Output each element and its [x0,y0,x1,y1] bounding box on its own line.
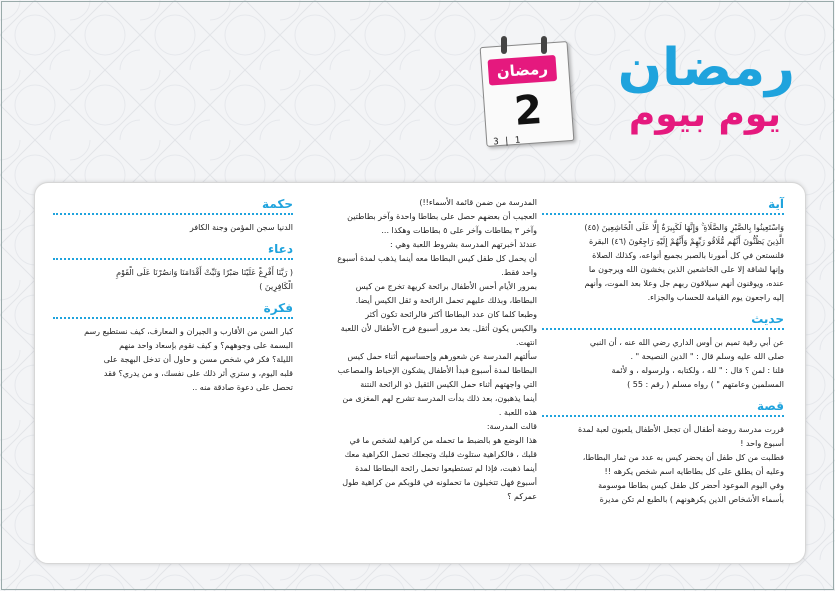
dotted-divider [53,317,293,319]
text-line: عنده، ويوقنون أنهم سيلاقون ربهم جل وعلا بعد الموت، وأنهم [584,279,784,288]
column-right [542,196,784,513]
text-line: البطاطا لمدة أسبوع فبدأ الأطفال يشكون الإحباط والمصاعب [337,366,537,375]
calendar-page [480,41,575,147]
calendar-footer: 3 | 1 [492,135,521,148]
text-line: الليلة؟ فكر في شخص مسن و حاول أن تدخل البهجة على [103,355,293,364]
text-line: البطاطا، وبذلك عليهم تحمل الرائحة و ثقل الكيس أيضا. [355,296,537,305]
text-line: أسبوع فهل تتخيلون ما تحملونه في قلوبكم من كراهية طول [342,478,537,487]
section-text [53,266,293,294]
text-line: عمركم ؟ [507,492,537,501]
calendar-ring [541,36,547,54]
dotted-divider [542,415,784,417]
text-line: الْكَافِرِينَ ) [259,282,293,291]
calendar-day: 2 [512,87,544,135]
title-ramadan: رمضان [617,38,795,98]
section-title: فكرة [263,301,293,315]
section-text [542,221,784,305]
text-line: أينما ذهبت، فإذا لم تستطيعوا تحمل رائحة البطاطا لمدة [355,464,537,473]
dotted-divider [542,328,784,330]
dotted-divider [53,258,293,260]
text-line: واحد فقط. [501,268,537,277]
text-line: البسمة على وجوههم؟ و كيف نقوم بإسعاد واحد منهم [119,341,293,350]
text-line: وإنها لشاقة إلا على الخاشعين الذين يخشون الله ويرجون ما [588,265,784,274]
calendar-ring [501,36,507,54]
text-line: قلبك ، فالكراهية ستلوث قلبك وتجعلك تحمل الكراهية معك [344,450,537,459]
text-line: بمرور الأيام أحس الأطفال برائحة كريهة تخرج من كيس [355,282,537,291]
section-title: آية [768,197,784,211]
section-text [53,221,293,235]
text-line: المسلمين وعامتهم " ) رواه مسلم ( رقم : 55 ) [627,380,784,389]
text-line: هذه اللعبة . [498,408,537,417]
section-title: حديث [751,312,784,326]
text-line: قلنا : لمن ؟ قال : " لله ، ولكتابه ، ولرسوله ، و لأئمة [611,366,784,375]
section-text [53,325,293,395]
section-qissa [542,398,784,507]
text-line: وآخر ٣ بطاطات وآخر على ٥ بطاطات وهكذا ... [381,226,537,235]
calendar-icon [483,36,575,148]
text-line: قالت المدرسة: [486,422,537,431]
section-aya [542,196,784,305]
text-line: قلبه اليوم، و ستري أثر ذلك على نفسك، و من يدري؟ فقد [103,369,293,378]
text-line: فلنستعن في كل أمورنا بالصبر بجميع أنواعه، وكذلك الصلاة [592,251,784,260]
text-line: التي واجهتهم أثناء حمل الكيس الثقيل ذو الرائحة النتنة [360,380,537,389]
section-dua [53,241,293,294]
text-line: المدرسة من ضمن قائمة الأسماء!!) [419,198,537,207]
text-line: عن أبي رقية تميم بن أوس الداري رضي الله عنه ، أن النبي [589,338,784,347]
text-line: كبار السن من الأقارب و الجيران و المعارف، كيف نستطيع رسم [84,327,293,336]
text-line: انتهت. [516,338,537,347]
text-line: سألتهم المدرسة عن شعورهم وإحساسهم أثناء حمل كيس [347,352,537,361]
text-line: ( رَبَّنَا أَفْرِغْ عَلَيْنَا صَبْرًا وَثَبِّتْ أَقْدَامَنَا وَانصُرْنَا عَلَى الْقَوْمِ [116,268,293,277]
text-line: قررت مدرسة روضة أطفال أن تجعل الأطفال يلعبون لعبة لمدة [577,425,784,434]
text-line: عندئذ أخبرتهم المدرسة بشروط اللعبة وهي : [390,240,537,249]
text-line: وطبعا كلما كان عدد البطاطا أكثر فالرائحة تكون أكثر [365,310,537,319]
text-line: أينما يذهبون، بعد ذلك بدأت المدرسة تشرح لهم المغزى من [342,394,537,403]
column-middle [297,196,537,504]
story-continuation [297,196,537,504]
section-fikra [53,300,293,395]
text-line: بأسماء الأشخاص الذين يكرهونهم ) بالطبع لم تكن مديرة [599,495,784,504]
section-text [542,423,784,507]
calendar-month: رمضان [488,55,558,86]
dotted-divider [542,213,784,215]
title-day-by-day: يوم بيوم [628,94,781,135]
text-line: هذا الوضع هو بالضبط ما تحمله من كراهية لشخص ما في [349,436,537,445]
text-line: والكيس يكون أثقل. بعد مرور أسبوع فرح الأطفال لأن اللعبة [340,324,537,333]
text-line: وفي اليوم الموعود أحضر كل طفل كيس بطاطا موسومة [598,481,784,490]
section-hadith [542,311,784,392]
text-line: وَاسْتَعِينُوا بِالصَّبْرِ وَالصَّلَاةِ ۚ وَإِنَّهَا لَكَبِيرَةٌ إِلَّا عَلَى الْخَاشِعِينَ (٤٥) [584,223,784,232]
column-left [53,196,293,401]
text-line: فطلبت من كل طفل أن يحضر كيس به عدد من ثمار البطاطا، [582,453,784,462]
section-title: قصة [757,399,784,413]
section-hikma [53,196,293,235]
text-line: إليه راجعون يوم القيامة للحساب والجزاء. [647,293,784,302]
section-title: حكمة [262,197,293,211]
text-line: الدنيا سجن المؤمن وجنة الكافر [189,223,293,232]
section-title: دعاء [268,242,293,256]
text-line: وعليه أن يطلق على كل بطاطايه اسم شخص يكرهه !! [604,467,784,476]
text-line: الَّذِينَ يَظُنُّونَ أَنَّهُم مُّلَاقُو رَبِّهِمْ وَأَنَّهُمْ إِلَيْهِ رَاجِعُونَ (٤٦) البقرة [589,237,784,246]
text-line: العجيب أن بعضهم حصل على بطاطا واحدة وآخر بطاطتين [347,212,537,221]
text-line: أن يحمل كل طفل كيس البطاطا معه أينما يذهب لمدة أسبوع [337,254,537,263]
dotted-divider [53,213,293,215]
text-line: صلى الله عليه وسلم قال : " الدين النصيحة " . [630,352,784,361]
section-text [542,336,784,392]
text-line: أسبوع واحد ! [740,439,784,448]
text-line: تحصل على دعوة صادقة منه .. [192,383,293,392]
